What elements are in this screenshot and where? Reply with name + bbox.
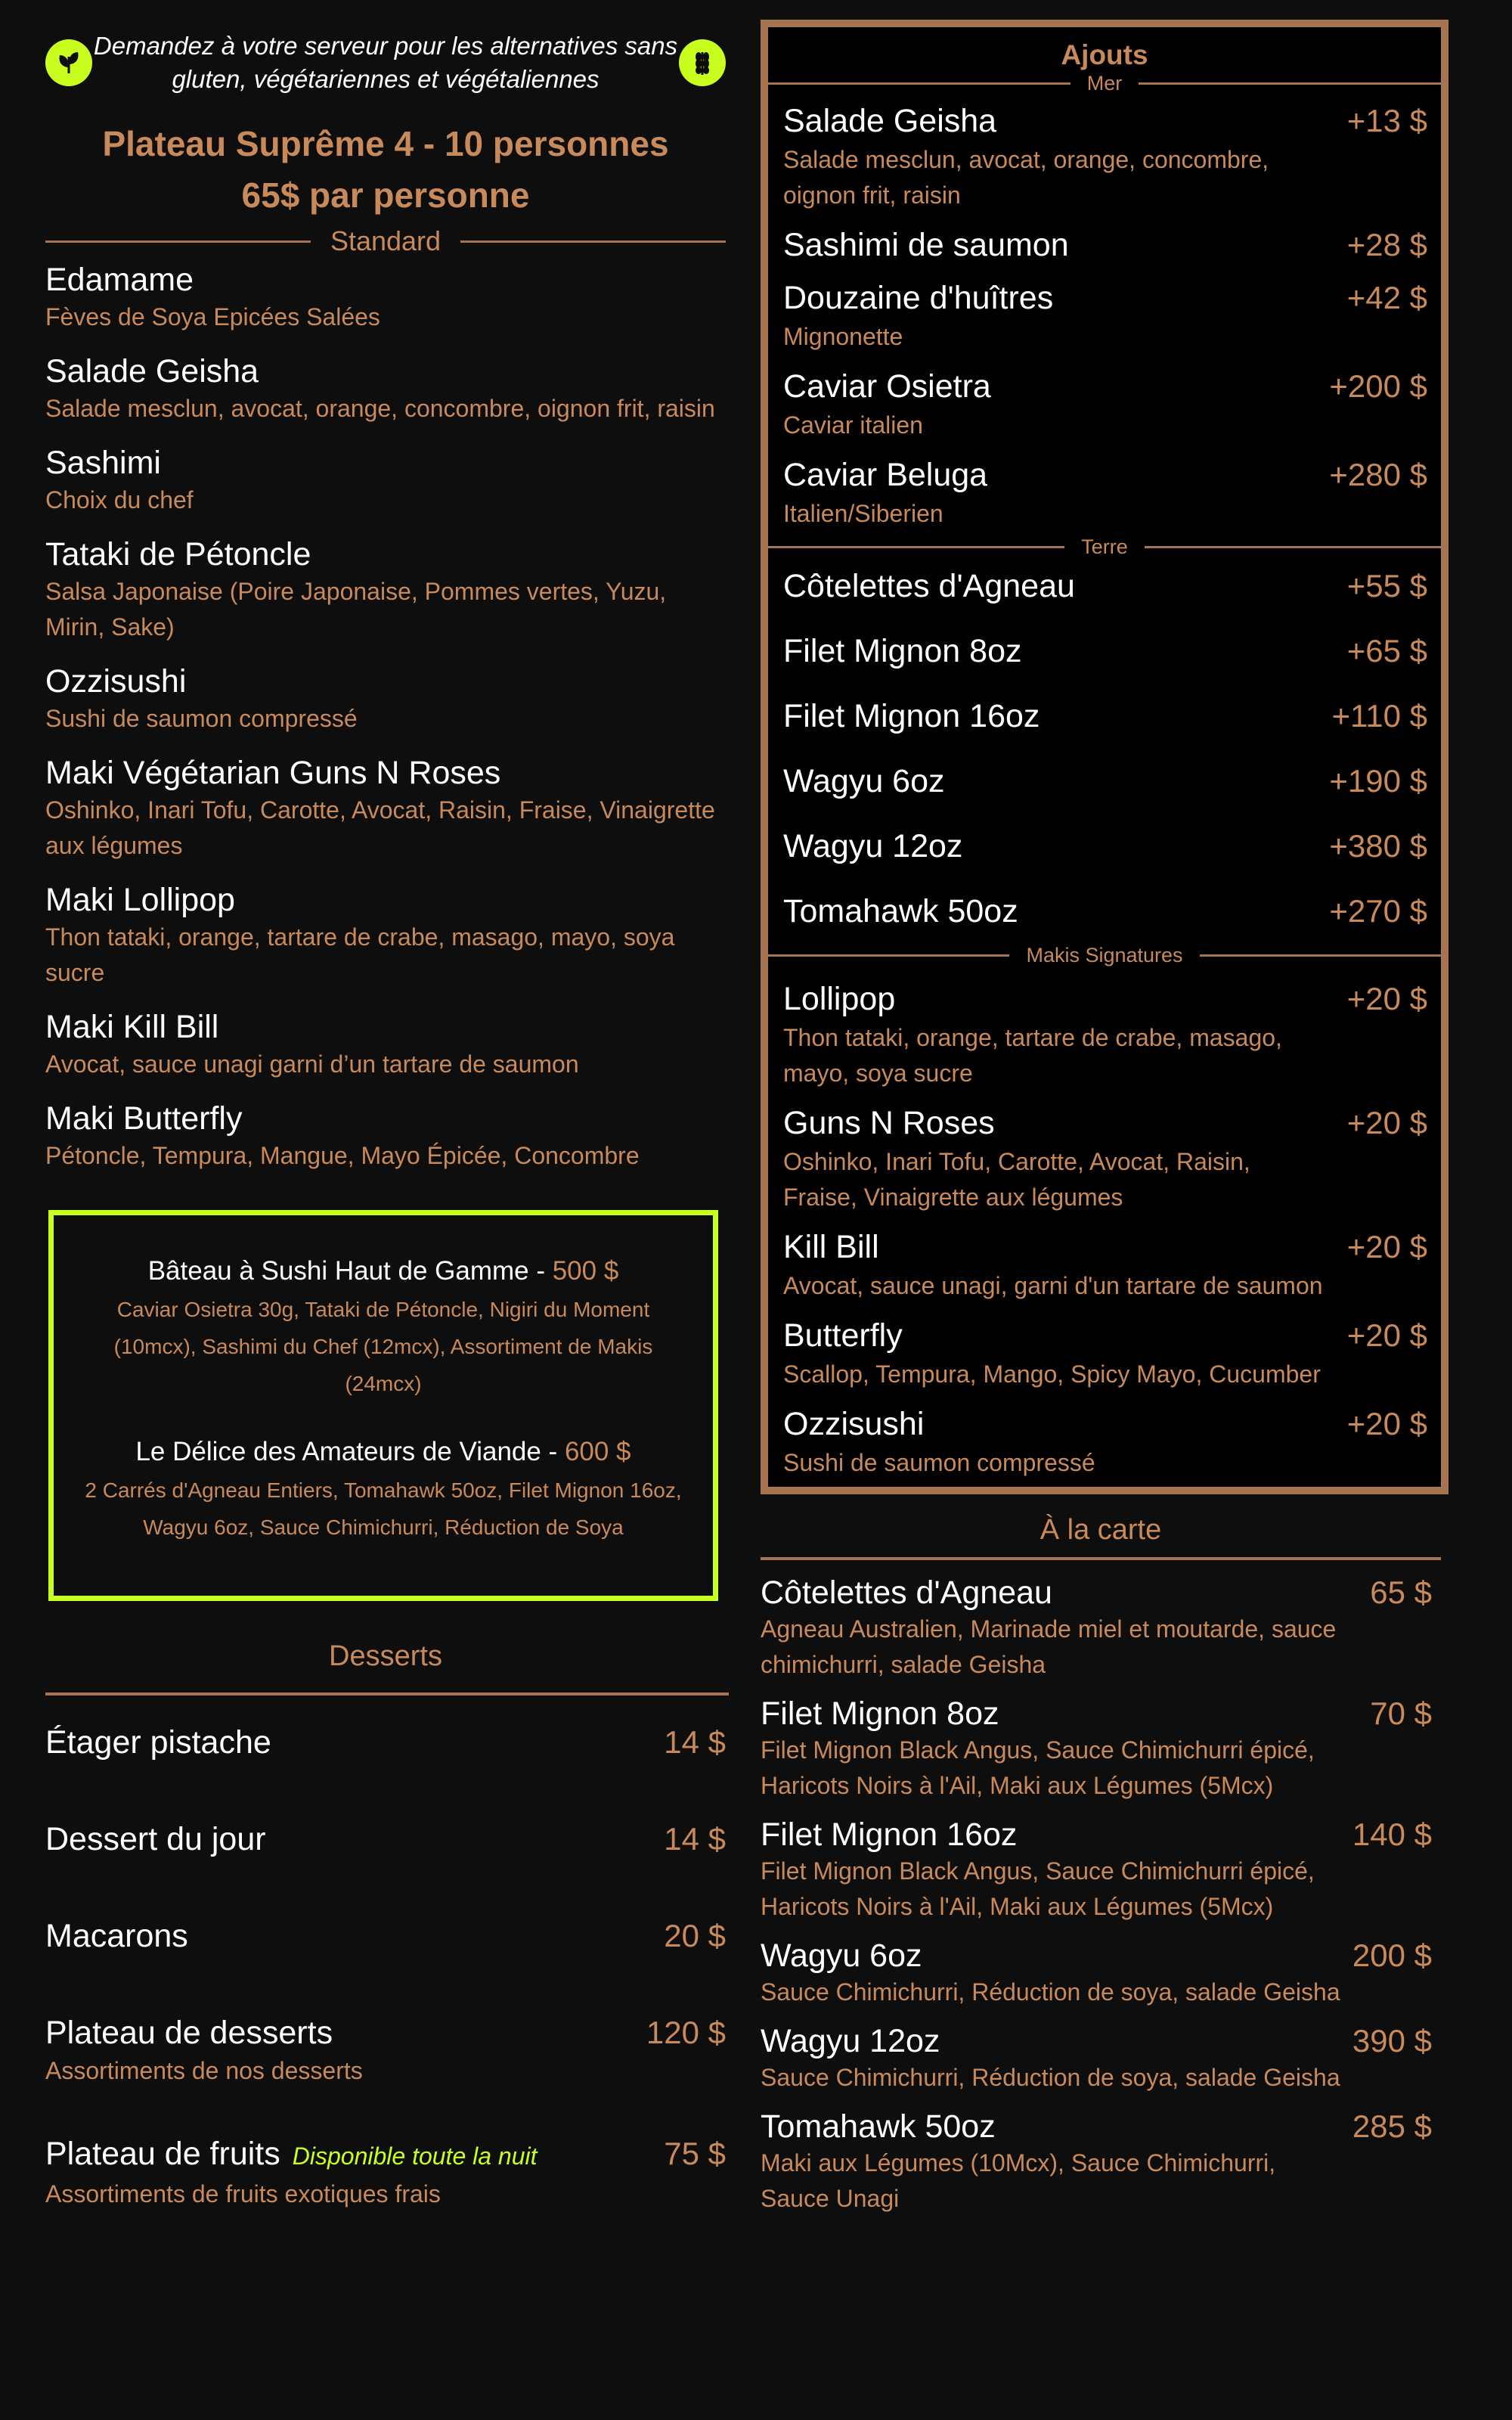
promo-name: Bâteau à Sushi Haut de Gamme - <box>147 1256 553 1286</box>
makis-label: Makis Signatures <box>1026 943 1183 966</box>
carte-item <box>761 1695 1441 1804</box>
ajout-price: +20 $ <box>1346 1317 1427 1353</box>
mer-list <box>768 95 1441 532</box>
carte-desc: Filet Mignon Black Angus, Sauce Chimichurri épicé, Haricots Noirs à l'Ail, Maki aux Légumes (5Mcx) <box>761 1857 1315 1920</box>
ajout-row <box>768 277 1441 319</box>
ajout-desc: Italien/Siberien <box>783 500 943 527</box>
dish-desc: Thon tataki, orange, tartare de crabe, masago, mayo, soya sucre <box>45 923 675 986</box>
carte-rule <box>761 1557 1441 1560</box>
dish-name: Tataki de Pétoncle <box>45 536 311 572</box>
carte-desc: Filet Mignon Black Angus, Sauce Chimichurri épicé, Haricots Noirs à l'Ail, Maki aux Légumes (5Mcx) <box>761 1736 1315 1799</box>
ajout-row <box>768 1102 1441 1144</box>
promo-desc: Caviar Osietra 30g, Tataki de Pétoncle, Nigiri du Moment (10mcx), Sashimi du Chef (12mcx), Assortiment de Makis (24mcx) <box>113 1298 653 1395</box>
carte-row <box>761 1937 1441 1975</box>
ajout-price: +20 $ <box>1346 1229 1427 1264</box>
ajout-price: +270 $ <box>1329 893 1427 929</box>
ajout-item <box>768 565 1441 607</box>
dessert-desc: Assortiments de fruits exotiques frais <box>45 2180 441 2207</box>
promo-title <box>84 1252 683 1291</box>
terre-list <box>768 559 1441 932</box>
dish-desc: Pétoncle, Tempura, Mangue, Mayo Épicée, Concombre <box>45 1142 640 1169</box>
ajout-item <box>768 277 1441 355</box>
ajout-price: +110 $ <box>1331 698 1427 734</box>
ajout-price: +13 $ <box>1346 103 1427 138</box>
promo-name: Le Délice des Amateurs de Viande - <box>135 1437 565 1466</box>
carte-item <box>761 1816 1441 1925</box>
ajout-name: Lollipop <box>783 981 896 1017</box>
ajout-item <box>768 825 1441 867</box>
dish-name: Ozzisushi <box>45 663 187 700</box>
dietary-notice <box>45 21 726 104</box>
carte-desc: Sauce Chimichurri, Réduction de soya, salade Geisha <box>761 2064 1340 2091</box>
plateau-item <box>45 1007 726 1082</box>
dessert-name: Étager pistache <box>45 1724 271 1761</box>
plateau-item <box>45 443 726 518</box>
ajout-name: Wagyu 12oz <box>783 828 963 864</box>
ajout-item <box>768 1102 1441 1215</box>
carte-price: 65 $ <box>1370 1575 1432 1610</box>
ajout-row <box>768 825 1441 867</box>
ajout-name: Salade Geisha <box>783 103 997 139</box>
ajout-name: Ozzisushi <box>783 1406 925 1442</box>
ajout-price: +20 $ <box>1346 981 1427 1016</box>
ajout-desc: Caviar italien <box>783 411 923 439</box>
dish-desc: Oshinko, Inari Tofu, Carotte, Avocat, Raisin, Fraise, Vinaigrette aux légumes <box>45 796 715 859</box>
dish-name: Maki Butterfly <box>45 1100 243 1137</box>
carte-item <box>761 2022 1441 2096</box>
standard-label: Standard <box>330 225 442 256</box>
divider-rule <box>460 240 726 243</box>
promo-item <box>84 1432 683 1546</box>
carte-row <box>761 2022 1441 2060</box>
dessert-item <box>45 1721 726 1764</box>
carte-item <box>761 1937 1441 2010</box>
ajout-name: Tomahawk 50oz <box>783 893 1018 929</box>
carte-name: Filet Mignon 8oz <box>761 1696 999 1732</box>
ajout-price: +65 $ <box>1346 633 1427 669</box>
ajout-price: +20 $ <box>1346 1406 1427 1441</box>
dish-desc: Choix du chef <box>45 486 194 513</box>
plateau-item <box>45 753 726 864</box>
mer-divider <box>768 71 1441 95</box>
ajout-item <box>768 365 1441 443</box>
ajout-row <box>768 224 1441 266</box>
ajout-name: Caviar Beluga <box>783 457 988 493</box>
promo-box <box>48 1210 718 1601</box>
ajout-row <box>768 1403 1441 1445</box>
ajout-row <box>768 630 1441 672</box>
ajout-desc: Mignonette <box>783 323 903 350</box>
dish-desc: Sushi de saumon compressé <box>45 705 358 732</box>
carte-price: 285 $ <box>1352 2108 1432 2144</box>
plateau-title <box>45 118 726 221</box>
divider-rule <box>768 954 1009 957</box>
dish-name: Maki Kill Bill <box>45 1009 219 1045</box>
carte-item <box>761 2108 1441 2217</box>
ajout-item <box>768 890 1441 932</box>
plateau-item <box>45 880 726 991</box>
ajout-price: +200 $ <box>1329 368 1427 404</box>
carte-name: Wagyu 6oz <box>761 1938 922 1974</box>
carte-row <box>761 1574 1441 1612</box>
ajout-item <box>768 1226 1441 1304</box>
dessert-price: 120 $ <box>646 2015 726 2050</box>
plateau-item <box>45 260 726 335</box>
carte-row <box>761 1816 1441 1854</box>
ajout-item <box>768 454 1441 532</box>
plateau-title-line2: 65$ par personne <box>241 175 530 215</box>
dish-name: Salade Geisha <box>45 353 259 389</box>
carte-name: Tomahawk 50oz <box>761 2108 996 2145</box>
terre-divider <box>768 535 1441 559</box>
ajouts-title: Ajouts <box>1061 39 1148 70</box>
carte-name: Wagyu 12oz <box>761 2023 940 2059</box>
ajout-desc: Oshinko, Inari Tofu, Carotte, Avocat, Raisin, Fraise, Vinaigrette aux légumes <box>783 1148 1250 1211</box>
carte-desc: Agneau Australien, Marinade miel et moutarde, sauce chimichurri, salade Geisha <box>761 1615 1337 1678</box>
promo-desc: 2 Carrés d'Agneau Entiers, Tomahawk 50oz, Filet Mignon 16oz, Wagyu 6oz, Sauce Chimichurri, Réduction de Soya <box>85 1478 682 1539</box>
dessert-price: 14 $ <box>664 1724 726 1760</box>
carte-list <box>761 1574 1441 2217</box>
right-column <box>761 20 1441 2229</box>
dish-desc: Salsa Japonaise (Poire Japonaise, Pommes vertes, Yuzu, Mirin, Sake) <box>45 578 667 641</box>
dessert-name-wrap <box>45 2133 538 2177</box>
ajouts-panel <box>761 20 1448 1494</box>
dessert-price: 14 $ <box>664 1821 726 1857</box>
dish-name: Edamame <box>45 262 194 298</box>
desserts-rule <box>45 1692 729 1696</box>
promo-price: 600 $ <box>564 1437 631 1466</box>
dessert-row <box>45 2012 726 2054</box>
divider-rule <box>1139 82 1441 85</box>
ajout-desc: Salade mesclun, avocat, orange, concombre, oignon frit, raisin <box>783 146 1269 209</box>
makis-list <box>768 967 1441 1487</box>
desserts-list <box>45 1721 726 2211</box>
ajout-row <box>768 1314 1441 1357</box>
ajout-row <box>768 978 1441 1020</box>
plateau-item <box>45 535 726 645</box>
divider-rule <box>1200 954 1441 957</box>
dessert-desc: Assortiments de nos desserts <box>45 2057 363 2084</box>
dish-desc: Salade mesclun, avocat, orange, concombre, oignon frit, raisin <box>45 395 715 422</box>
dish-name: Maki Lollipop <box>45 882 235 918</box>
notice-text: Demandez à votre serveur pour les alternatives sans gluten, végétariennes et végétaliennes <box>93 32 678 93</box>
ajout-name: Kill Bill <box>783 1229 879 1265</box>
ajout-name: Filet Mignon 16oz <box>783 698 1040 734</box>
desserts-title: Desserts <box>329 1640 442 1672</box>
plateau-items <box>45 260 726 1174</box>
ajout-name: Butterfly <box>783 1317 903 1354</box>
ajout-name: Douzaine d'huîtres <box>783 280 1054 316</box>
plateau-title-line1: Plateau Suprême 4 - 10 personnes <box>102 124 669 163</box>
dessert-price: 20 $ <box>664 1918 726 1953</box>
plateau-item <box>45 352 726 427</box>
carte-name: Côtelettes d'Agneau <box>761 1575 1052 1611</box>
carte-price: 390 $ <box>1352 2023 1432 2059</box>
ajout-row <box>768 454 1441 496</box>
dessert-name: Dessert du jour <box>45 1821 266 1857</box>
ajout-price: +55 $ <box>1346 568 1427 603</box>
ajout-desc: Sushi de saumon compressé <box>783 1449 1095 1476</box>
ajout-row <box>768 760 1441 802</box>
ajout-row <box>768 890 1441 932</box>
dessert-price: 75 $ <box>664 2136 726 2171</box>
ajout-row <box>768 1226 1441 1268</box>
dish-name: Maki Végétarian Guns N Roses <box>45 755 501 791</box>
dessert-row <box>45 2133 726 2177</box>
dish-desc: Avocat, sauce unagi garni d’un tartare de saumon <box>45 1050 579 1078</box>
dish-name: Sashimi <box>45 445 161 481</box>
carte-price: 70 $ <box>1370 1696 1432 1731</box>
carte-row <box>761 2108 1441 2145</box>
dessert-item <box>45 1818 726 1860</box>
promo-item <box>84 1252 683 1402</box>
ajout-row <box>768 565 1441 607</box>
ajout-item <box>768 978 1441 1091</box>
ajout-price: +42 $ <box>1346 280 1427 315</box>
ajout-name: Filet Mignon 8oz <box>783 633 1022 669</box>
plateau-item <box>45 662 726 737</box>
ajout-item <box>768 695 1441 737</box>
wheat-icon <box>679 39 726 86</box>
carte-name: Filet Mignon 16oz <box>761 1817 1018 1853</box>
ajout-row <box>768 365 1441 408</box>
ajout-desc: Scallop, Tempura, Mango, Spicy Mayo, Cucumber <box>783 1360 1321 1388</box>
ajout-desc: Avocat, sauce unagi, garni d'un tartare de saumon <box>783 1272 1323 1299</box>
divider-rule <box>768 82 1070 85</box>
ajout-item <box>768 1314 1441 1392</box>
dessert-item <box>45 1915 726 1957</box>
terre-label: Terre <box>1081 535 1128 558</box>
ajout-name: Sashimi de saumon <box>783 227 1069 263</box>
carte-price: 200 $ <box>1352 1938 1432 1973</box>
plateau-item <box>45 1099 726 1174</box>
dessert-name: Plateau de desserts <box>45 2015 333 2051</box>
carte-desc: Maki aux Légumes (10Mcx), Sauce Chimichurri, Sauce Unagi <box>761 2149 1276 2212</box>
ajout-item <box>768 630 1441 672</box>
availability-note: Disponible toute la nuit <box>292 2142 538 2170</box>
ajout-item <box>768 100 1441 213</box>
ajout-name: Wagyu 6oz <box>783 763 945 799</box>
promo-price: 500 $ <box>552 1256 619 1286</box>
ajout-item <box>768 224 1441 266</box>
ajout-price: +280 $ <box>1329 457 1427 492</box>
ajout-price: +380 $ <box>1329 828 1427 864</box>
ajout-name: Côtelettes d'Agneau <box>783 568 1075 604</box>
ajout-item <box>768 1403 1441 1481</box>
divider-rule <box>768 546 1064 548</box>
standard-divider <box>45 225 726 257</box>
divider-rule <box>1145 546 1441 548</box>
ajout-desc: Thon tataki, orange, tartare de crabe, masago, mayo, soya sucre <box>783 1024 1282 1087</box>
divider-rule <box>45 240 311 243</box>
ajout-name: Caviar Osietra <box>783 368 991 405</box>
dessert-name: Macarons <box>45 1918 188 1954</box>
ajout-row <box>768 100 1441 142</box>
ajout-price: +20 $ <box>1346 1105 1427 1140</box>
dessert-name: Plateau de fruits <box>45 2136 280 2172</box>
promo-title <box>84 1432 683 1472</box>
leaf-icon <box>45 39 92 86</box>
ajout-price: +28 $ <box>1346 227 1427 262</box>
dish-desc: Fèves de Soya Epicées Salées <box>45 303 380 330</box>
mer-label: Mer <box>1086 71 1123 95</box>
carte-price: 140 $ <box>1352 1817 1432 1852</box>
carte-desc: Sauce Chimichurri, Réduction de soya, salade Geisha <box>761 1978 1340 2006</box>
carte-title: À la carte <box>1040 1514 1162 1546</box>
dessert-item <box>45 2133 726 2211</box>
ajout-item <box>768 760 1441 802</box>
makis-divider <box>768 943 1441 967</box>
left-column <box>45 21 726 2211</box>
ajout-price: +190 $ <box>1329 763 1427 799</box>
ajout-row <box>768 695 1441 737</box>
carte-row <box>761 1695 1441 1733</box>
ajout-name: Guns N Roses <box>783 1105 995 1141</box>
dessert-item <box>45 2012 726 2087</box>
carte-item <box>761 1574 1441 1683</box>
